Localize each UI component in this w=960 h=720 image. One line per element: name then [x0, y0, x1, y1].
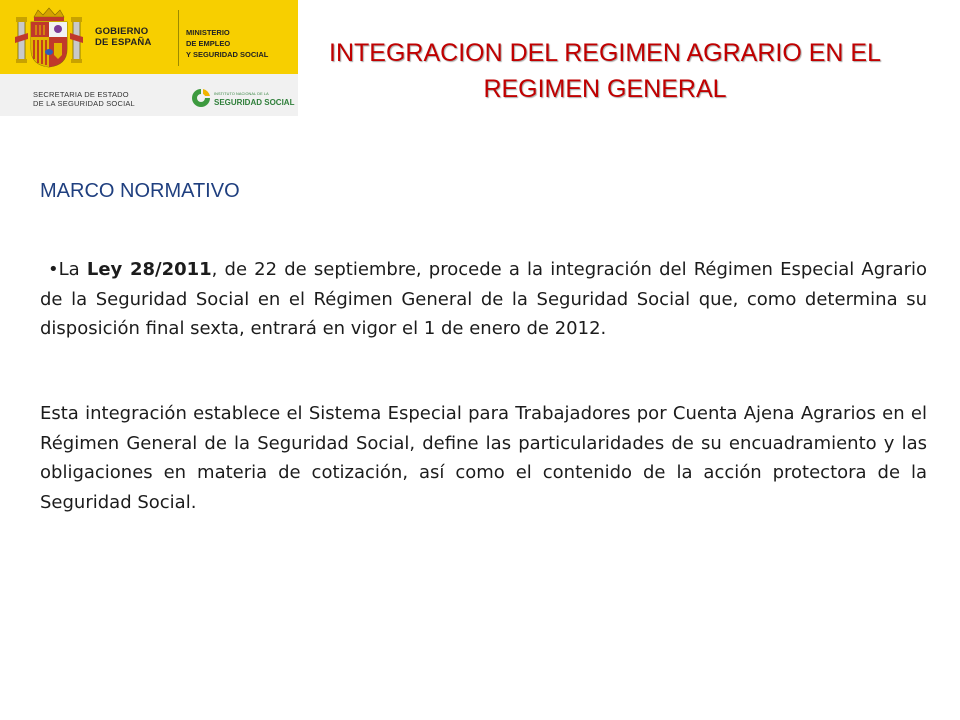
bullet-icon: •	[48, 259, 59, 280]
paragraph-1-rest: , de 22 de septiembre, procede a la integración del Régimen Especial Agrario de la Seguridad Social en el Régimen General de la Seguridad Social que, como determina su disposición final sexta, entrará en vigor el 1 de enero de 2012.	[40, 259, 928, 339]
coat-of-arms-icon	[14, 7, 84, 69]
section-heading: MARCO NORMATIVO	[40, 180, 240, 202]
ministry-line-2: DE EMPLEO	[186, 39, 231, 48]
seguridad-social-logo-icon	[190, 87, 212, 109]
title-line-1: INTEGRACION DEL REGIMEN AGRARIO EN EL	[329, 39, 881, 67]
secretaria-line-2: DE LA SEGURIDAD SOCIAL	[33, 99, 135, 108]
ministry-line-1: MINISTERIO	[186, 28, 230, 37]
page-title	[300, 35, 910, 107]
secretaria-line-1: SECRETARIA DE ESTADO	[33, 90, 129, 99]
secretaria-text	[33, 90, 135, 108]
inss-small-text: INSTITUTO NACIONAL DE LA	[214, 92, 269, 96]
gov-line-1: GOBIERNO	[95, 26, 149, 37]
ministry-text	[186, 27, 268, 60]
gobierno-espana-text	[95, 26, 152, 48]
paragraph-1-lead: La	[58, 259, 87, 280]
paragraph-2: Esta integración establece el Sistema Especial para Trabajadores por Cuenta Ajena Agrarios en el Régimen General de la Seguridad Social, define las particularidades de su encuadramiento y las obligaciones en materia de cotización, así como el contenido de la acción protectora de la Seguridad Social.	[40, 403, 927, 513]
law-reference: Ley 28/2011	[86, 259, 212, 280]
secretaria-banner	[0, 74, 298, 116]
gobierno-espana-logo	[0, 0, 298, 74]
ministry-line-3: Y SEGURIDAD SOCIAL	[186, 50, 269, 59]
paragraph-1	[40, 255, 927, 344]
title-line-2: REGIMEN GENERAL	[483, 75, 727, 103]
gov-line-2: DE ESPAÑA	[95, 37, 152, 48]
inss-big-text: SEGURIDAD SOCIAL	[214, 98, 295, 107]
logo-divider	[178, 10, 179, 66]
